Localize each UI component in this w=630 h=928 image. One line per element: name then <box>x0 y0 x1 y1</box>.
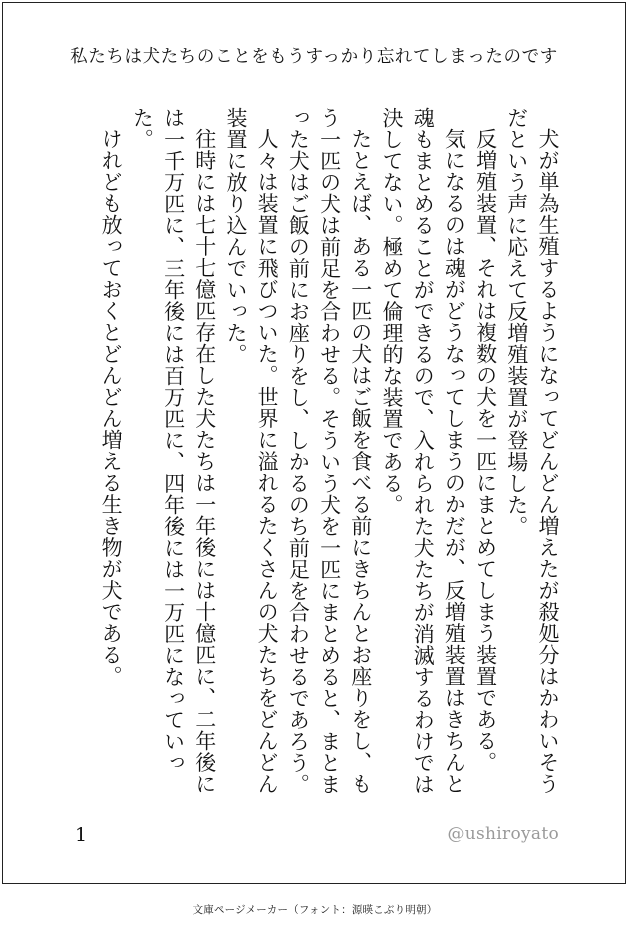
page-number: 1 <box>75 824 88 846</box>
paragraph: 気になるのは魂がどうなってしまうのかだが、反増殖装置はきちんと魂もまとめることができるので、入れられた犬たちが消滅するわけでは決してない。極めて倫理的な装置である。 <box>379 107 467 795</box>
paragraph: たとえば、ある一匹の犬はご飯を食べる前にきちんとお座りをし、もう一匹の犬は前足を合わせる。そういう犬を一匹にまとめると、まとまった犬はご飯の前にお座りをし、しかるのち前足を合わせるであろう。 <box>286 107 373 795</box>
paragraph: けれども放っておくとどんどん増える生き物が犬である。 <box>99 128 124 687</box>
paragraph: 往時には七十七億匹存在した犬たちは一年後には十億匹に、二年後には一千万匹に、三年後には百万匹に、四年後には一万匹になっていった。 <box>130 107 217 795</box>
paragraph: 犬が単為生殖するようになってどんどん増えたが殺処分はかわいそうだという声に応えて反増殖装置が登場した。 <box>504 107 560 795</box>
author-handle: @ushiroyato <box>447 824 559 844</box>
footer-caption: 文庫ページメーカー（フォント：源暎こぶり明朝） <box>192 904 438 916</box>
page-title: 私たちは犬たちのことをもうすっかり忘れてしまったのです <box>70 47 558 67</box>
paragraph: 反増殖装置、それは複数の犬を一匹にまとめてしまう装置である。 <box>473 128 498 773</box>
page-frame <box>2 2 626 884</box>
body-text <box>95 107 563 797</box>
paragraph: 人々は装置に飛びついた。世界に溢れるたくさんの犬たちをどんどん装置に放り込んでいった。 <box>223 107 280 795</box>
